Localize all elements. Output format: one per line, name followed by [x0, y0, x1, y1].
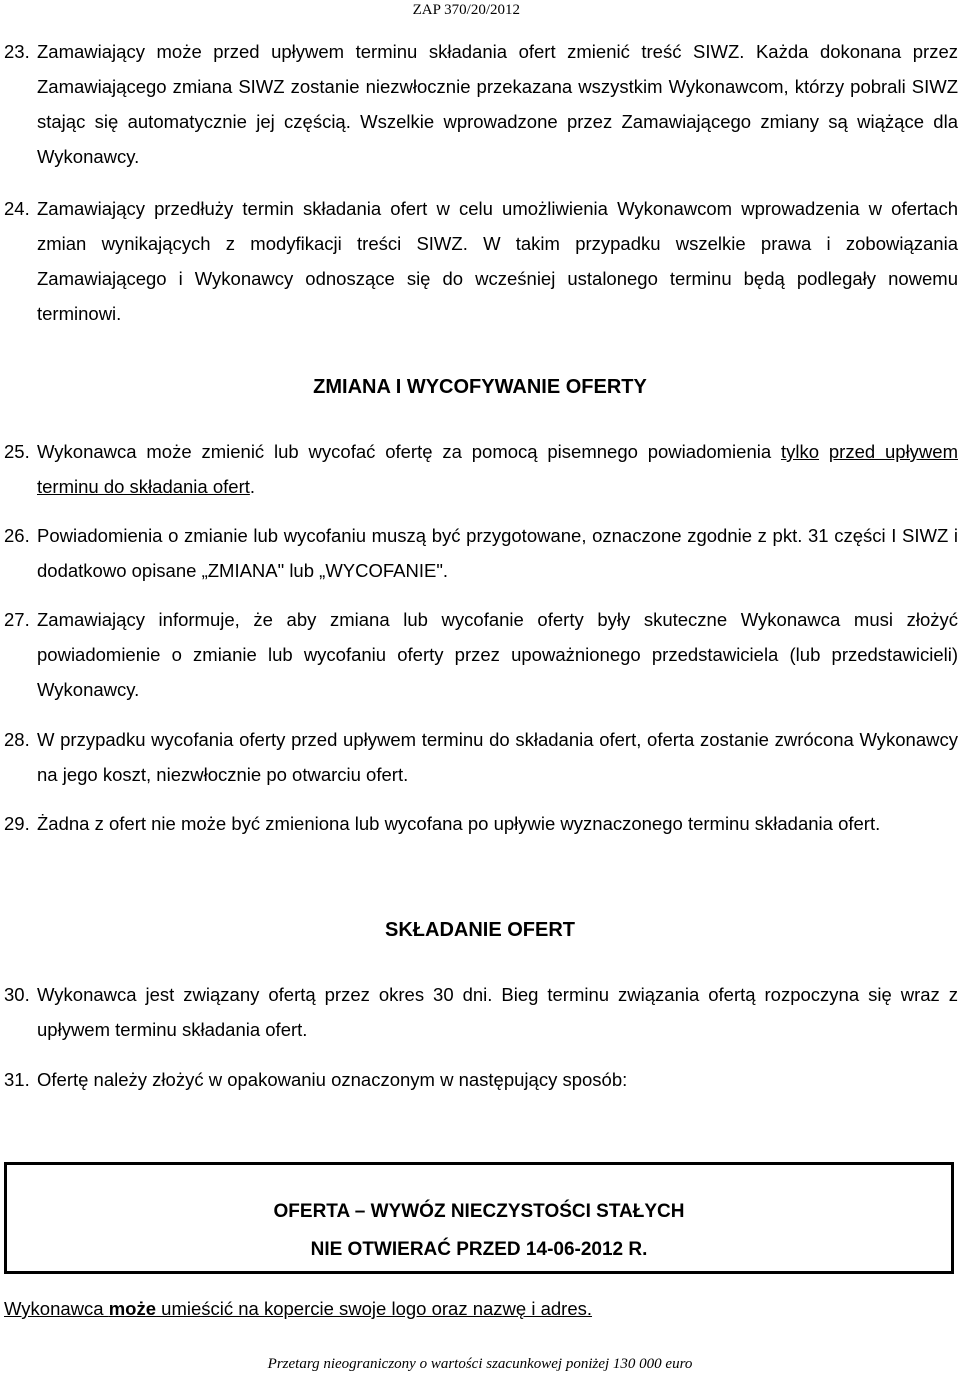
item-text: Żadna z ofert nie może być zmieniona lub wycofana po upływie wyznaczonego terminu składania ofert. [37, 813, 881, 834]
section-heading-submit: SKŁADANIE OFERT [385, 919, 575, 941]
item-number: 25. [4, 441, 30, 462]
item-text: Wykonawca jest związany ofertą przez okres 30 dni. Bieg terminu związania ofertą rozpoczyna się wraz z upływem terminu składania ofert. [37, 984, 958, 1040]
item-24 [4, 191, 958, 331]
item-text: W przypadku wycofania oferty przed upływem terminu do składania ofert, oferta zostanie zwrócona Wykonawcy na jego koszt, niezwłocznie po otwarciu ofert. [37, 729, 958, 785]
item-text: Zamawiający informuje, że aby zmiana lub wycofanie oferty były skuteczne Wykonawca musi złożyć powiadomienie o zmianie lub wycofaniu oferty przez upoważnionego przedstawiciela (lub przedstawicieli) Wykonawcy. [37, 609, 958, 700]
item-text: Ofertę należy złożyć w opakowaniu oznaczonym w następujący sposób: [37, 1069, 628, 1090]
document-reference: ZAP 370/20/2012 [412, 2, 520, 18]
item-number: 31. [4, 1069, 30, 1090]
underlined-text: przed upływem terminu do składania ofert [37, 441, 958, 497]
item-31 [4, 1062, 958, 1097]
item-number: 30. [4, 984, 30, 1005]
item-number: 29. [4, 813, 30, 834]
item-number: 27. [4, 609, 30, 630]
item-26 [4, 518, 958, 588]
item-number: 26. [4, 525, 30, 546]
item-number: 28. [4, 729, 30, 750]
item-25 [4, 434, 958, 504]
envelope-label-box [4, 1162, 954, 1274]
item-28 [4, 722, 958, 792]
envelope-label-line-1: OFERTA – WYWÓZ NIECZYSTOŚCI STAŁYCH [273, 1201, 685, 1222]
item-29 [4, 806, 958, 841]
item-text: Wykonawca może zmienić lub wycofać ofertę za pomocą pisemnego powiadomienia tylko przed upływem terminu do składania ofert. [37, 441, 958, 497]
page-footer: Przetarg nieograniczony o wartości szacunkowej poniżej 130 000 euro [267, 1356, 693, 1372]
section-heading-change: ZMIANA I WYCOFYWANIE OFERTY [313, 376, 647, 398]
item-text: Powiadomienia o zmianie lub wycofaniu muszą być przygotowane, oznaczone zgodnie z pkt. 31 części I SIWZ i dodatkowo opisane „ZMIANA" lub „WYCOFANIE". [37, 525, 958, 581]
item-text: Zamawiający przedłuży termin składania ofert w celu umożliwienia Wykonawcom wprowadzenia w ofertach zmian wynikających z modyfikacji treści SIWZ. W takim przypadku wszelkie prawa i zobowiązania Zamawiającego i Wykonawcy odnoszące się do wcześniej ustalonego terminu będą podlegały nowemu terminowi. [37, 198, 958, 324]
underlined-text: tylko [780, 441, 820, 462]
item-27 [4, 602, 958, 707]
item-23 [4, 34, 958, 174]
item-number: 23. [4, 41, 30, 62]
item-text: Zamawiający może przed upływem terminu składania ofert zmienić treść SIWZ. Każda dokonana przez Zamawiającego zmiana SIWZ zostanie niezwłocznie przekazana wszystkim Wykonawcom, którzy pobrali SIWZ stając się automatycznie jej częścią. Wszelkie wprowadzone przez Zamawiającego zmiany są wiążące dla Wykonawcy. [37, 41, 958, 167]
bold-word: może [108, 1298, 157, 1319]
item-number: 24. [4, 198, 30, 219]
item-30 [4, 977, 958, 1047]
logo-note: Wykonawca może umieścić na kopercie swoje logo oraz nazwę i adres. [4, 1298, 593, 1319]
envelope-label-line-2: NIE OTWIERAĆ PRZED 14-06-2012 R. [310, 1239, 648, 1260]
